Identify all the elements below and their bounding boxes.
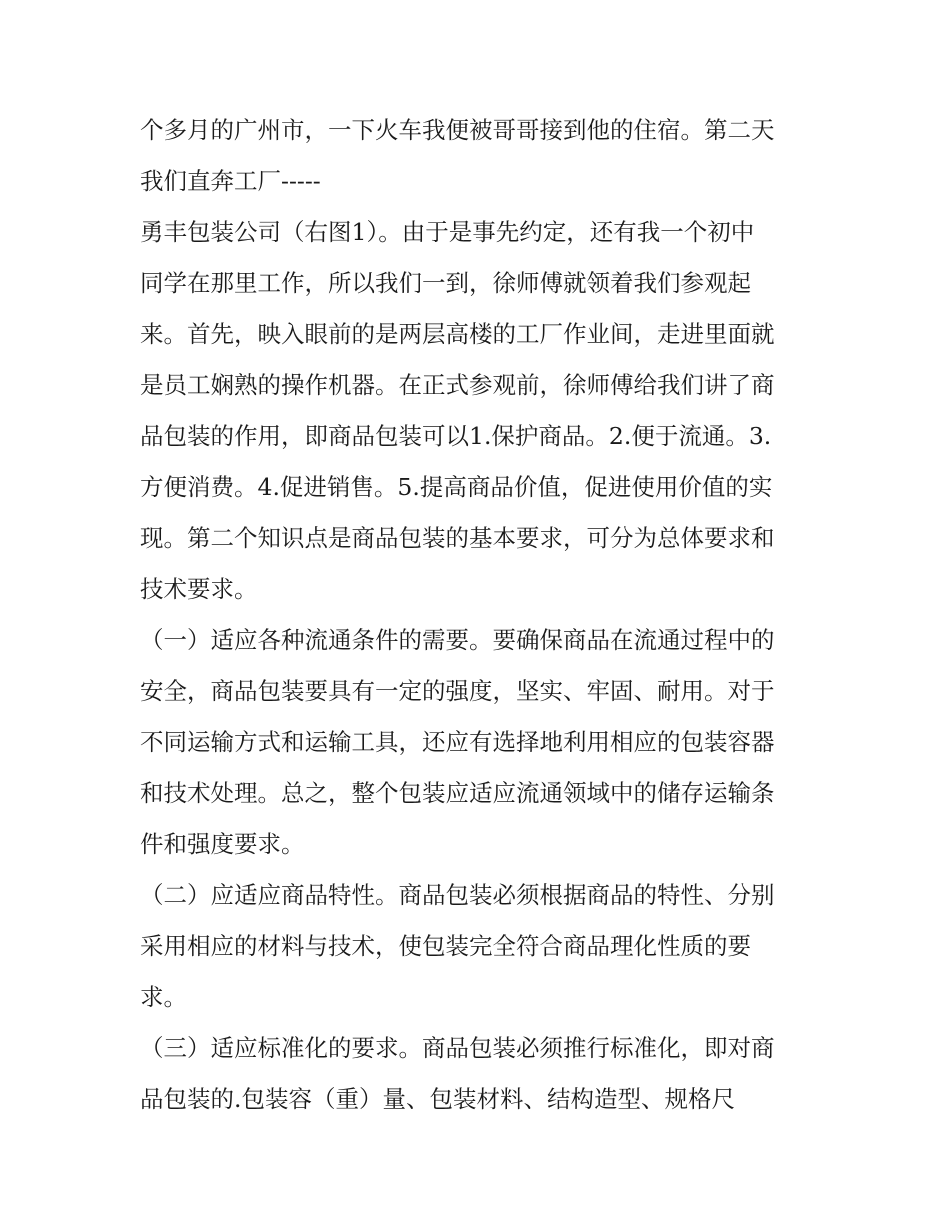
text-line: 和技术处理。总之，整个包装应适应流通领域中的储存运输条 xyxy=(140,779,775,807)
text-line: （二）应适应商品特性。商品包装必须根据商品的特性、分别 xyxy=(140,881,775,909)
text-line: 不同运输方式和运输工具，还应有选择地利用相应的包装容器 xyxy=(140,728,775,756)
text-line: 来。首先，映入眼前的是两层高楼的工厂作业间，走进里面就 xyxy=(140,320,775,348)
text-line: （三）适应标准化的要求。商品包装必须推行标准化，即对商 xyxy=(140,1034,775,1062)
body-text xyxy=(140,105,830,1125)
text-line: 勇丰包装公司（右图1）。由于是事先约定，还有我一个初中 xyxy=(140,218,755,246)
text-line: 现。第二个知识点是商品包装的基本要求，可分为总体要求和 xyxy=(140,524,775,552)
text-line: 件和强度要求。 xyxy=(140,830,305,858)
text-line: 同学在那里工作，所以我们一到，徐师傅就领着我们参观起 xyxy=(140,269,751,297)
text-line: 安全，商品包装要具有一定的强度，坚实、牢固、耐用。对于 xyxy=(140,677,775,705)
text-line: （一）适应各种流通条件的需要。要确保商品在流通过程中的 xyxy=(140,626,775,654)
text-line: 个多月的广州市，一下火车我便被哥哥接到他的住宿。第二天 xyxy=(140,116,775,144)
text-line: 品包装的作用，即商品包装可以1.保护商品。2.便于流通。3. xyxy=(140,422,772,450)
text-line: 品包装的.包装容（重）量、包装材料、结构造型、规格尺 xyxy=(140,1085,735,1113)
text-line: 采用相应的材料与技术，使包装完全符合商品理化性质的要 xyxy=(140,932,751,960)
text-line: 技术要求。 xyxy=(140,575,258,603)
text-line: 我们直奔工厂----- xyxy=(140,167,321,195)
text-line: 是员工娴熟的操作机器。在正式参观前，徐师傅给我们讲了商 xyxy=(140,371,775,399)
text-line: 求。 xyxy=(140,983,187,1011)
text-line: 方便消费。4.促进销售。5.提高商品价值，促进使用价值的实 xyxy=(140,473,773,501)
